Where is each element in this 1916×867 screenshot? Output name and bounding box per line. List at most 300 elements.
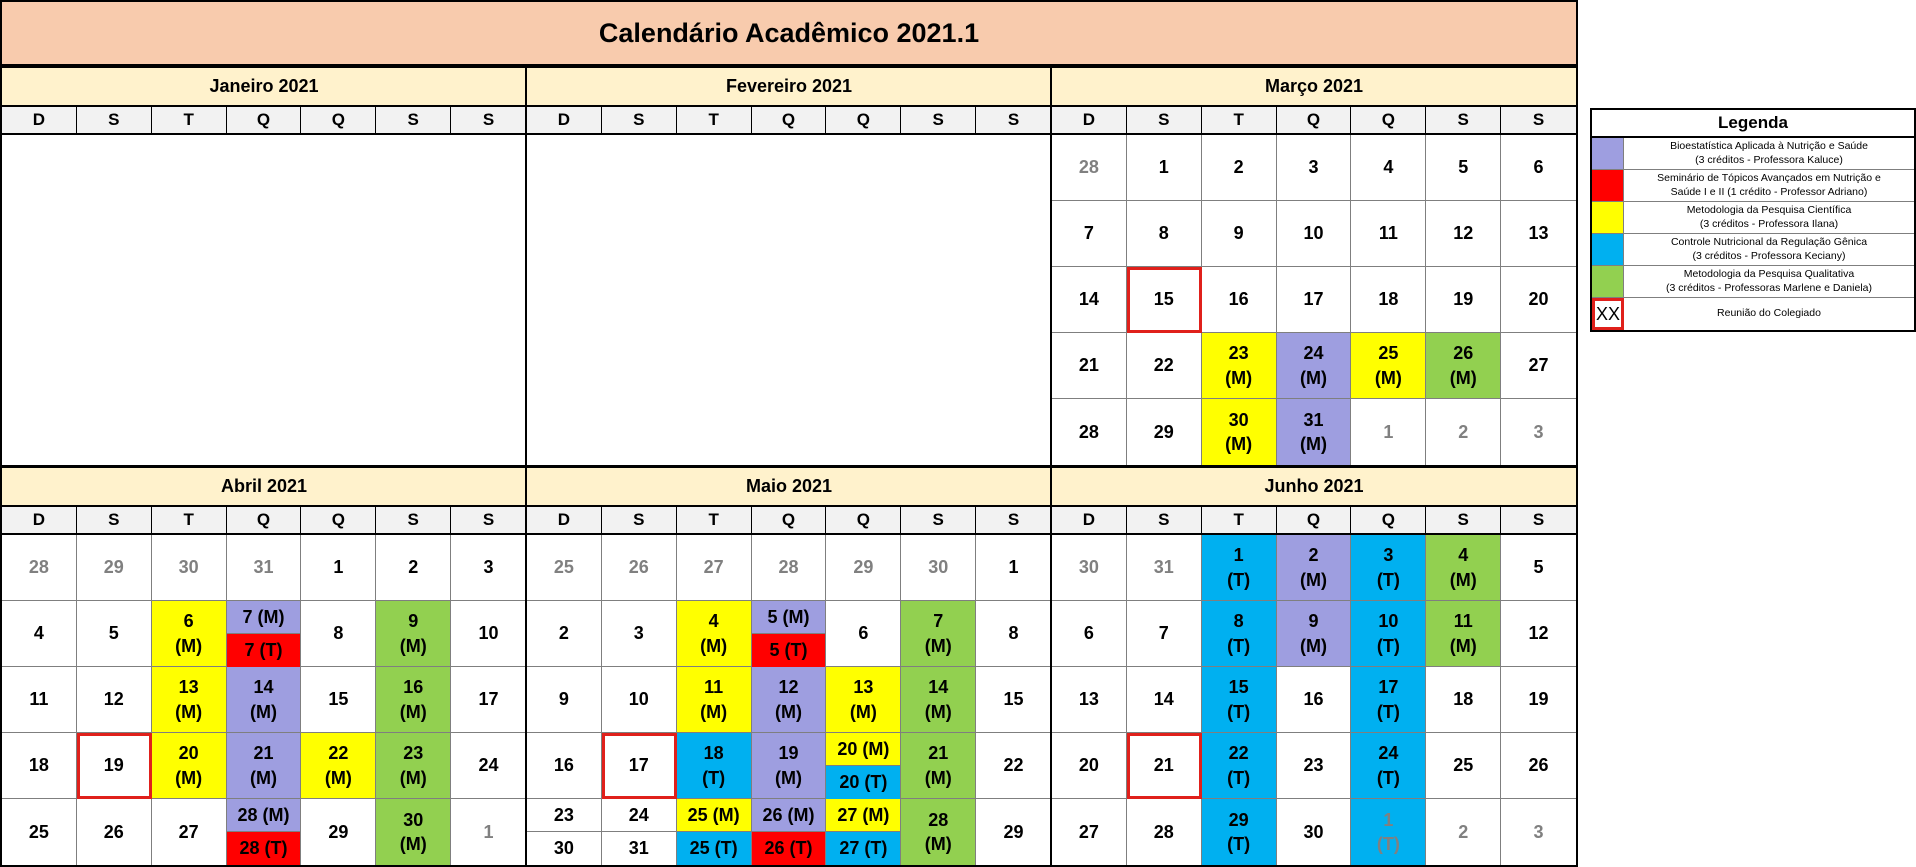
day-cell[interactable] (677, 535, 752, 601)
weekday-header: Q (1351, 107, 1426, 133)
day-number: 17 (1378, 677, 1399, 698)
day-cell[interactable] (2, 535, 77, 601)
day-number: 28 (928, 809, 949, 830)
day-half[interactable]: 7 (T) (227, 634, 301, 667)
day-number: 3 (1533, 421, 1544, 442)
weekday-header: Q (826, 507, 901, 533)
day-cell[interactable] (301, 667, 376, 733)
day-slot: (M) (700, 701, 728, 722)
day-number: 21 (1153, 755, 1174, 776)
day-cell[interactable] (77, 535, 152, 601)
day-cell[interactable] (451, 799, 526, 865)
day-number: 3 (1383, 545, 1394, 566)
day-cell[interactable] (77, 799, 152, 865)
day-cell[interactable] (451, 667, 526, 733)
day-half[interactable]: 24 (602, 799, 676, 832)
day-cell[interactable] (677, 601, 752, 667)
day-cell[interactable] (1351, 667, 1426, 733)
day-number: 22 (1228, 743, 1249, 764)
day-cell[interactable] (1351, 601, 1426, 667)
day-cell[interactable] (152, 667, 227, 733)
day-cell[interactable] (451, 601, 526, 667)
day-cell[interactable] (1052, 601, 1127, 667)
day-cell[interactable] (677, 733, 752, 799)
day-cell[interactable] (527, 535, 602, 601)
day-number: 7 (933, 611, 944, 632)
day-slot: (M) (924, 701, 952, 722)
day-cell[interactable] (752, 733, 827, 799)
day-cell[interactable] (1351, 399, 1426, 465)
day-half[interactable]: 20 (T) (826, 766, 900, 799)
day-cell[interactable] (227, 601, 302, 667)
day-slot: (M) (1449, 569, 1477, 590)
day-slot: (M) (249, 767, 277, 788)
weekday-header: S (77, 507, 152, 533)
day-cell[interactable] (901, 799, 976, 865)
day-cell[interactable] (1501, 535, 1576, 601)
day-number: 29 (1228, 809, 1249, 830)
day-cell[interactable] (976, 733, 1051, 799)
day-number: 17 (478, 689, 499, 710)
day-cell[interactable] (527, 601, 602, 667)
day-cell[interactable] (602, 799, 677, 865)
day-cell[interactable] (1277, 799, 1352, 865)
day-number: 29 (853, 557, 874, 578)
day-number: 16 (553, 755, 574, 776)
day-cell[interactable] (1426, 667, 1501, 733)
day-cell[interactable] (1277, 601, 1352, 667)
day-half[interactable]: 5 (T) (752, 634, 826, 667)
day-cell[interactable] (1202, 601, 1277, 667)
day-cell[interactable] (77, 733, 152, 799)
day-cell[interactable] (1426, 135, 1501, 201)
day-number: 5 (108, 623, 119, 644)
day-cell[interactable] (1501, 267, 1576, 333)
weekday-header: S (1127, 507, 1202, 533)
day-cell[interactable] (1202, 267, 1277, 333)
day-cell[interactable] (2, 667, 77, 733)
day-cell[interactable] (227, 733, 302, 799)
day-number: 27 (178, 821, 199, 842)
day-slot: (M) (175, 635, 203, 656)
day-cell[interactable] (1426, 333, 1501, 399)
day-slot: (M) (700, 635, 728, 656)
day-cell[interactable] (901, 667, 976, 733)
day-number: 19 (778, 743, 799, 764)
day-number: 16 (403, 677, 424, 698)
day-cell[interactable] (1127, 333, 1202, 399)
day-cell[interactable] (1351, 799, 1426, 865)
weekday-header: S (77, 107, 152, 133)
day-number: 20 (178, 743, 199, 764)
legend-item (1592, 170, 1914, 202)
weekday-header-row (0, 507, 528, 535)
month-3 (1050, 66, 1578, 467)
day-number: 22 (328, 743, 349, 764)
day-number: 12 (103, 689, 124, 710)
day-number: 13 (1528, 223, 1549, 244)
day-cell[interactable] (301, 799, 376, 865)
day-half[interactable]: 31 (628, 838, 649, 859)
day-cell[interactable] (1351, 201, 1426, 267)
day-number: 31 (1303, 409, 1324, 430)
weekday-header: T (1202, 107, 1277, 133)
day-cell[interactable] (152, 733, 227, 799)
day-cell[interactable] (227, 535, 302, 601)
day-number: 26 (628, 557, 649, 578)
day-cell[interactable] (976, 667, 1051, 733)
month-6 (1050, 466, 1578, 867)
day-cell[interactable] (1202, 535, 1277, 601)
day-slot: (M) (924, 834, 952, 854)
day-cell[interactable] (1127, 667, 1202, 733)
day-number: 20 (1528, 289, 1549, 310)
day-cell[interactable] (152, 601, 227, 667)
legend-swatch: XX (1592, 298, 1624, 330)
day-cell[interactable] (677, 799, 752, 865)
day-cell[interactable] (1052, 733, 1127, 799)
day-cell[interactable] (527, 733, 602, 799)
day-half[interactable]: 23 (527, 799, 601, 832)
day-cell[interactable] (1501, 399, 1576, 465)
day-number: 24 (478, 755, 499, 776)
day-cell[interactable] (1052, 267, 1127, 333)
day-number: 14 (253, 677, 274, 698)
legend-swatch (1592, 202, 1624, 233)
day-cell[interactable] (2, 601, 77, 667)
legend-item (1592, 266, 1914, 298)
day-cell[interactable] (1351, 535, 1426, 601)
day-cell[interactable] (1277, 201, 1352, 267)
day-cell[interactable] (1052, 333, 1127, 399)
day-cell[interactable] (602, 601, 677, 667)
day-cell[interactable] (152, 535, 227, 601)
day-slot: (T) (702, 767, 726, 788)
day-cell[interactable] (1052, 799, 1127, 865)
day-half[interactable]: 5 (M) (752, 601, 826, 634)
day-slot: (M) (175, 767, 203, 788)
day-half[interactable]: 28 (T) (227, 832, 301, 865)
day-cell[interactable] (1277, 667, 1352, 733)
legend-line: (3 créditos - Professoras Marlene e Daniela) (1665, 281, 1872, 294)
day-cell[interactable] (1277, 333, 1352, 399)
day-number: 12 (778, 677, 799, 698)
day-number: 21 (253, 743, 274, 764)
day-cell[interactable] (1202, 333, 1277, 399)
legend-line: (3 créditos - Professora Kaluce) (1695, 153, 1843, 166)
day-cell[interactable] (1426, 733, 1501, 799)
weekday-header: S (1127, 107, 1202, 133)
day-cell[interactable] (1351, 135, 1426, 201)
day-slot: (M) (774, 767, 802, 788)
day-cell[interactable] (152, 799, 227, 865)
day-cell[interactable] (2, 799, 77, 865)
day-cell[interactable] (1501, 733, 1576, 799)
weekday-header: Q (1351, 507, 1426, 533)
day-number: 20 (1078, 755, 1099, 776)
day-cell[interactable] (2, 733, 77, 799)
day-slot: (M) (1299, 635, 1327, 656)
day-slot: (M) (324, 767, 352, 788)
day-cell[interactable] (826, 667, 901, 733)
day-cell[interactable] (602, 535, 677, 601)
day-cell[interactable] (1501, 799, 1576, 865)
day-half[interactable]: 27 (T) (826, 832, 900, 865)
day-cell[interactable] (527, 799, 602, 865)
day-number: 25 (1378, 343, 1399, 364)
day-number: 30 (178, 557, 199, 578)
day-cell[interactable] (1052, 201, 1127, 267)
day-number: 15 (1153, 289, 1174, 310)
day-cell[interactable] (376, 733, 451, 799)
day-cell[interactable] (901, 601, 976, 667)
day-cell[interactable] (1426, 201, 1501, 267)
day-half[interactable]: 25 (T) (677, 832, 751, 865)
day-cell[interactable] (227, 799, 302, 865)
day-cell[interactable] (1127, 267, 1202, 333)
day-half[interactable]: 25 (M) (677, 799, 751, 832)
day-number: 15 (1003, 689, 1024, 710)
month-1 (0, 66, 528, 467)
day-cell[interactable] (301, 601, 376, 667)
day-cell[interactable] (1351, 267, 1426, 333)
day-slot: (M) (249, 701, 277, 722)
day-cell[interactable] (1501, 667, 1576, 733)
weekday-header: S (1532, 110, 1545, 129)
day-cell[interactable] (826, 535, 901, 601)
day-half[interactable]: 7 (M) (227, 601, 301, 634)
day-cell[interactable] (826, 733, 901, 799)
day-cell[interactable] (1426, 535, 1501, 601)
day-cell[interactable] (451, 733, 526, 799)
day-number: 6 (183, 611, 194, 632)
weekday-header: D (1052, 107, 1127, 133)
legend-panel (1590, 108, 1916, 332)
day-cell[interactable] (752, 799, 827, 865)
day-cell[interactable] (1127, 601, 1202, 667)
day-number: 30 (928, 557, 949, 578)
day-number: 12 (1453, 223, 1474, 244)
day-cell[interactable] (1501, 135, 1576, 201)
day-cell[interactable] (1127, 399, 1202, 465)
day-cell[interactable] (301, 733, 376, 799)
day-cell[interactable] (901, 535, 976, 601)
day-number: 31 (1153, 557, 1174, 578)
month-grid (525, 535, 1053, 867)
day-number: 14 (928, 677, 949, 698)
day-cell[interactable] (752, 667, 827, 733)
day-cell[interactable] (826, 601, 901, 667)
day-number: 22 (1153, 355, 1174, 376)
day-cell[interactable] (1501, 333, 1576, 399)
day-slot: (T) (1376, 701, 1400, 722)
weekday-header: S (482, 110, 495, 129)
day-cell[interactable] (752, 601, 827, 667)
day-cell[interactable] (1426, 799, 1501, 865)
day-cell[interactable] (1127, 135, 1202, 201)
legend-swatch (1592, 138, 1624, 169)
day-cell[interactable] (77, 667, 152, 733)
day-cell[interactable] (376, 535, 451, 601)
day-number: 29 (1003, 821, 1024, 842)
weekday-header: Q (301, 507, 376, 533)
day-number: 9 (408, 611, 419, 632)
day-cell[interactable] (227, 667, 302, 733)
day-cell[interactable] (1426, 601, 1501, 667)
day-number: 30 (1078, 557, 1099, 578)
day-number: 26 (1528, 755, 1549, 776)
day-cell[interactable] (976, 535, 1051, 601)
day-cell[interactable] (376, 667, 451, 733)
day-number: 17 (1303, 289, 1324, 310)
day-cell[interactable] (677, 667, 752, 733)
weekday-header-row (0, 107, 528, 135)
day-number: 4 (33, 623, 44, 644)
day-number: 30 (1228, 409, 1249, 430)
day-slot: (M) (1299, 434, 1327, 454)
day-number: 24 (1378, 743, 1399, 764)
day-number: 4 (708, 611, 719, 632)
day-number: 9 (1308, 611, 1319, 632)
day-number: 7 (1083, 223, 1094, 244)
day-cell[interactable] (1277, 535, 1352, 601)
day-cell[interactable] (1127, 201, 1202, 267)
day-cell[interactable] (1202, 667, 1277, 733)
day-number: 27 (1528, 355, 1549, 376)
day-number: 11 (704, 677, 724, 698)
day-cell[interactable] (1277, 135, 1352, 201)
day-cell[interactable] (976, 601, 1051, 667)
day-cell[interactable] (1202, 733, 1277, 799)
day-cell[interactable] (752, 535, 827, 601)
day-number: 3 (483, 557, 494, 578)
day-slot: (M) (924, 635, 952, 656)
day-cell[interactable] (1202, 399, 1277, 465)
day-number: 2 (1233, 157, 1244, 178)
weekday-header: D (2, 107, 77, 133)
legend-item (1592, 138, 1914, 170)
month-title: Abril 2021 (0, 466, 528, 507)
day-cell[interactable] (376, 601, 451, 667)
month-5 (525, 466, 1053, 867)
day-cell[interactable] (1202, 135, 1277, 201)
weekday-header: Q (301, 107, 376, 133)
legend-line: Reunião do Colegiado (1717, 307, 1821, 320)
day-cell[interactable] (1277, 267, 1352, 333)
day-cell[interactable] (602, 733, 677, 799)
day-number: 27 (703, 557, 724, 578)
month-grid (1050, 135, 1578, 467)
day-number: 18 (28, 755, 49, 776)
day-cell[interactable] (301, 535, 376, 601)
day-number: 14 (1078, 289, 1099, 310)
weekday-header-row (525, 507, 1053, 535)
legend-line: Metodologia da Pesquisa Científica (1686, 204, 1852, 217)
day-number: 28 (28, 557, 49, 578)
day-cell[interactable] (1501, 601, 1576, 667)
day-cell[interactable] (1277, 733, 1352, 799)
day-cell[interactable] (451, 535, 526, 601)
day-cell[interactable] (527, 667, 602, 733)
day-cell[interactable] (1052, 535, 1127, 601)
day-number: 27 (1078, 821, 1099, 842)
day-cell[interactable] (1127, 799, 1202, 865)
day-cell[interactable] (1202, 799, 1277, 865)
weekday-header: S (1426, 507, 1501, 533)
day-half[interactable]: 30 (553, 838, 574, 859)
legend-line: Controle Nutricional da Regulação Gênica (1670, 236, 1868, 249)
legend-swatch (1592, 234, 1624, 265)
legend-line: Metodologia da Pesquisa Qualitativa (1683, 268, 1855, 281)
weekday-header-row (1050, 107, 1578, 135)
day-cell[interactable] (376, 799, 451, 865)
legend-line: Saúde I e II (1 crédito - Professor Adriano) (1670, 185, 1868, 198)
day-number: 5 (1458, 157, 1469, 178)
day-number: 23 (1228, 343, 1249, 364)
day-cell[interactable] (1426, 399, 1501, 465)
day-cell[interactable] (1052, 135, 1127, 201)
day-cell[interactable] (1127, 535, 1202, 601)
weekday-header: S (376, 507, 451, 533)
legend-list (1592, 138, 1914, 330)
day-cell[interactable] (1127, 733, 1202, 799)
day-number: 2 (1458, 821, 1469, 842)
day-cell[interactable] (1351, 733, 1426, 799)
legend-title: Legenda (1592, 110, 1914, 138)
month-title: Janeiro 2021 (0, 66, 528, 107)
month-2 (525, 66, 1053, 467)
day-cell[interactable] (1202, 201, 1277, 267)
legend-swatch (1592, 266, 1624, 297)
day-number: 31 (253, 557, 274, 578)
day-cell[interactable] (1277, 399, 1352, 465)
day-number: 16 (1303, 689, 1324, 710)
day-number: 19 (103, 755, 124, 776)
day-cell[interactable] (602, 667, 677, 733)
day-cell[interactable] (1052, 667, 1127, 733)
day-half[interactable]: 20 (M) (826, 733, 900, 766)
legend-text (1624, 202, 1914, 233)
weekday-header: Q (1277, 107, 1352, 133)
day-slot: (T) (1227, 701, 1251, 722)
day-number: 3 (1308, 157, 1319, 178)
day-half[interactable]: 26 (T) (752, 832, 826, 865)
day-half[interactable]: 27 (M) (826, 799, 900, 832)
day-number: 18 (703, 743, 724, 764)
day-cell[interactable] (1351, 333, 1426, 399)
day-cell[interactable] (1426, 267, 1501, 333)
day-number: 1 (1158, 157, 1169, 178)
day-slot: (M) (924, 767, 952, 788)
weekday-header-row (1050, 507, 1578, 535)
weekday-header: Q (1277, 507, 1352, 533)
day-number: 14 (1153, 689, 1174, 710)
day-half[interactable]: 28 (M) (227, 799, 301, 832)
day-slot: (T) (1227, 834, 1251, 854)
day-cell[interactable] (1052, 399, 1127, 465)
day-half[interactable]: 26 (M) (752, 799, 826, 832)
weekday-header: Q (227, 507, 302, 533)
day-cell[interactable] (901, 733, 976, 799)
day-number: 3 (633, 623, 644, 644)
day-cell[interactable] (77, 601, 152, 667)
day-cell[interactable] (1501, 201, 1576, 267)
day-cell[interactable] (976, 799, 1051, 865)
day-number: 24 (1303, 343, 1324, 364)
legend-item (1592, 202, 1914, 234)
day-cell[interactable] (826, 799, 901, 865)
day-number: 28 (778, 557, 799, 578)
